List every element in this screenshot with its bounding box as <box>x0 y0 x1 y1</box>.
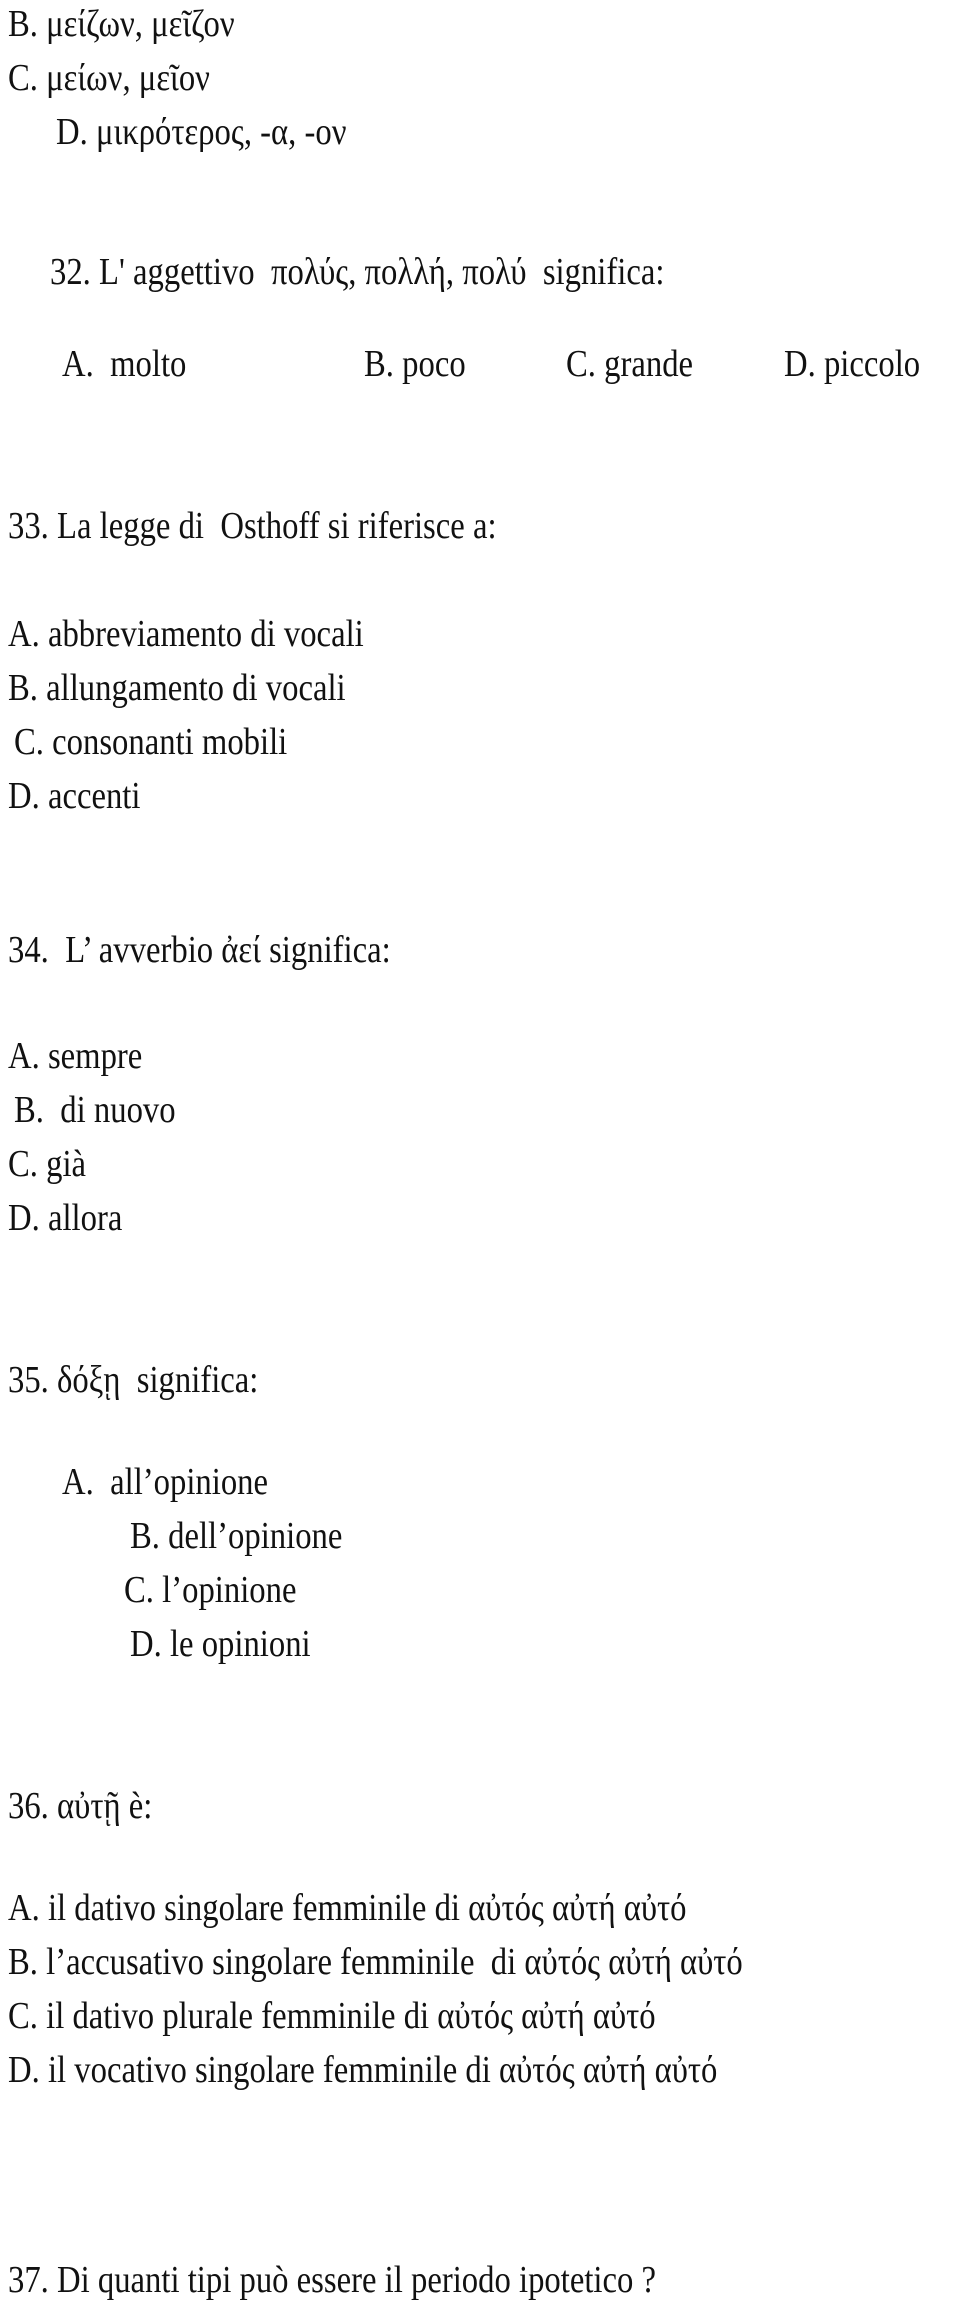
option-d-q36: D. il vocativo singolare femminile di αὐτός αὐτή αὐτό <box>8 2049 718 2091</box>
option-c-q35: C. l’opinione <box>124 1569 297 1611</box>
option-c-q36: C. il dativo plurale femminile di αὐτός αὐτή αὐτό <box>8 1995 656 2037</box>
question-37: 37. Di quanti tipi può essere il periodo ipotetico ? <box>8 2259 657 2301</box>
question-32: 32. L' aggettivo πολύς, πολλή, πολύ significa: <box>50 251 665 293</box>
option-b-q34: B. di nuovo <box>14 1089 176 1131</box>
option-a-q36: A. il dativo singolare femminile di αὐτός αὐτή αὐτό <box>8 1887 687 1929</box>
option-a-q35: A. all’opinione <box>62 1461 269 1503</box>
option-d-q32: D. piccolo <box>784 343 921 385</box>
question-33: 33. La legge di Osthoff si riferisce a: <box>8 505 497 547</box>
option-b-q33: B. allungamento di vocali <box>8 667 346 709</box>
question-36: 36. αὐτῇ è: <box>8 1785 153 1827</box>
option-c-q31: C. μείων, μεῖον <box>8 57 210 99</box>
option-d-q34: D. allora <box>8 1197 123 1239</box>
question-34: 34. L’ avverbio ἀεί significa: <box>8 929 391 971</box>
option-d-q35: D. le opinioni <box>130 1623 311 1665</box>
question-35: 35. δόξῃ significa: <box>8 1359 259 1401</box>
option-a-q33: A. abbreviamento di vocali <box>8 613 364 655</box>
option-b-q35: B. dell’opinione <box>130 1515 343 1557</box>
option-a-q34: A. sempre <box>8 1035 143 1077</box>
option-b-q31: B. μείζων, μεῖζον <box>8 3 235 45</box>
option-b-q32: B. poco <box>364 343 466 385</box>
option-d-q31: D. μικρότερος, -α, -ον <box>56 111 347 153</box>
option-c-q34: C. già <box>8 1143 87 1185</box>
option-a-q32: A. molto <box>62 343 187 385</box>
option-c-q32: C. grande <box>566 343 694 385</box>
option-c-q33: C. consonanti mobili <box>14 721 288 763</box>
option-b-q36: B. l’accusativo singolare femminile di αὐτός αὐτή αὐτό <box>8 1941 743 1983</box>
option-d-q33: D. accenti <box>8 775 141 817</box>
